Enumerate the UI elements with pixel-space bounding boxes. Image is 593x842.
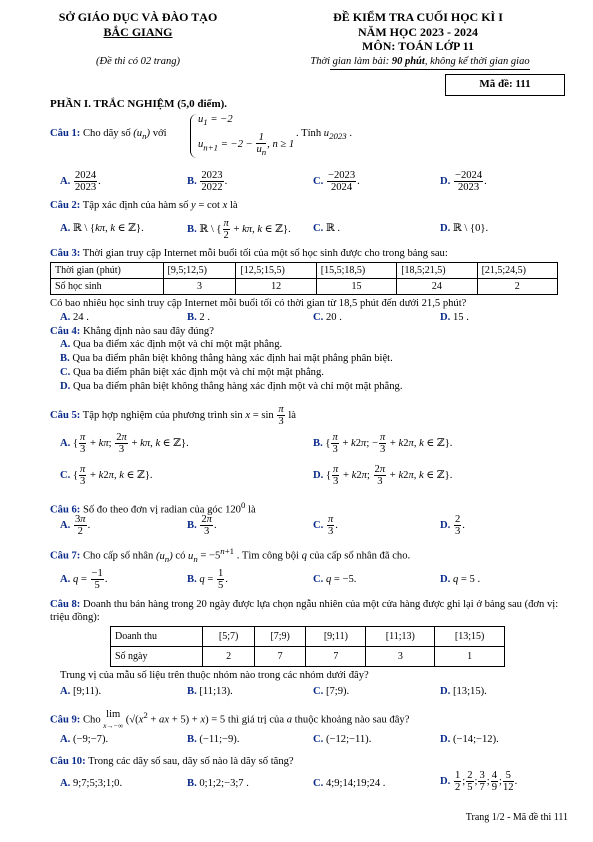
q4-option-a[interactable]: A. Qua ba điểm xác định một và chỉ một mặt phẳng. [60, 339, 283, 350]
q1-tail: . Tính $u_{2023}$ . [296, 128, 353, 142]
table-row [111, 647, 505, 667]
q8-row-cell: Số ngày [111, 647, 203, 667]
q8-header-cell: [13;15) [435, 627, 505, 647]
q1-eq2: $u_{n+1} = -2$ − $\frac{1}{u_n}$ , n ≥ 1 [198, 132, 295, 158]
question-4 [50, 326, 214, 337]
q6-option-b[interactable]: B. $\frac{2\pi}{3}$ . [187, 514, 217, 538]
q3-option-a[interactable]: A. 24 . [60, 312, 89, 323]
q9-option-b[interactable]: B. (−11;−9). [187, 734, 240, 745]
q9-option-c[interactable]: C. (−12;−11). [313, 734, 372, 745]
subject: MÔN: TOÁN LỚP 11 [362, 39, 474, 53]
q3-row-cell: 24 [397, 279, 477, 295]
q9-option-b-text: (−11;−9). [199, 734, 240, 745]
q10-option-c[interactable]: C. 4;9;14;19;24 . [313, 778, 386, 789]
q7-option-c[interactable]: C. q = −5. [313, 574, 357, 585]
q3-header-cell: [15,5;18,5) [316, 263, 396, 279]
exam-title: ĐỀ KIỂM TRA CUỐI HỌC KÌ I [333, 10, 503, 24]
q3-label: Câu 3: [50, 248, 81, 259]
header-rule [330, 69, 530, 70]
q8-option-d[interactable]: D. [13;15). [440, 686, 487, 697]
question-5: Câu 5: Tập hợp nghiệm của phương trình sin x = sin $\frac{\pi}{3}$ là [50, 404, 296, 428]
q1-label: Câu 1: [50, 128, 81, 139]
q8-label: Câu 8: [50, 599, 81, 610]
q4-option-b-text: Qua ba điểm phân biệt không thẳng hàng xác định hai mặt phẳng phân biệt. [72, 353, 393, 364]
q3-option-b[interactable]: B. 2 . [187, 312, 210, 323]
question-8 [50, 598, 570, 624]
q9-option-d-text: (−14;−12). [452, 734, 499, 745]
q3-option-a-text: 24 . [72, 312, 89, 323]
q9-option-d[interactable]: D. (−14;−12). [440, 734, 499, 745]
q9-option-a-text: (−9;−7). [72, 734, 109, 745]
q1-option-c[interactable]: C. $\frac{-2023}{2024}$ . [313, 170, 360, 194]
q3-option-b-text: 2 . [199, 312, 210, 323]
time-suffix: , không kể thời gian giao [424, 56, 530, 67]
q8-header-cell: [7;9) [254, 627, 306, 647]
q8-header-cell: [5;7) [203, 627, 255, 647]
q3-option-c-text: 20 . [325, 312, 342, 323]
time-info [262, 56, 578, 67]
q2-option-d[interactable]: D. ℝ \ {0}. [440, 223, 489, 234]
q8-row-cell: 3 [366, 647, 435, 667]
q6-option-a[interactable]: A. $\frac{3\pi}{2}$ . [60, 514, 91, 538]
table-row [51, 279, 558, 295]
province-name: BẮC GIANG [103, 25, 173, 39]
question-3 [50, 248, 448, 259]
q7-label: Câu 7: [50, 550, 81, 562]
page-count-note: (Đề thi có 02 trang) [96, 56, 180, 67]
q3-row-cell: 15 [316, 279, 396, 295]
q3-header-cell: [21,5;24,5) [477, 263, 557, 279]
q8-option-b[interactable]: B. [11;13). [187, 686, 233, 697]
q8-header-cell: [11;13) [366, 627, 435, 647]
q8-option-a-text: [9;11). [72, 686, 102, 697]
q3-header-cell: [12,5;15,5) [236, 263, 316, 279]
q10-option-b[interactable]: B. 0;1;2;−3;7 . [187, 778, 249, 789]
q8-header-cell: Doanh thu [111, 627, 203, 647]
question-1: Câu 1: Cho dãy số $(u_n)$ với [50, 128, 167, 142]
q8-header-cell: [9;11) [306, 627, 366, 647]
q8-row-cell: 2 [203, 647, 255, 667]
q3-header-cell: [18,5;21,5) [397, 263, 477, 279]
exam-code: Mã đề: 111 [479, 78, 531, 90]
q5-option-a[interactable]: A. { $\frac{\pi}{3}$ + kπ; $\frac{2\pi}{3}$ + kπ, k ∈ ℤ}. [60, 432, 189, 456]
question-9: Câu 9: Cho lim x→−∞ ($√(x^2$ + ax + 5) + x) = 5 thì giá trị của a thuộc khoảng nào sau đây? [50, 709, 410, 730]
q10-option-b-text: 0;1;2;−3;7 . [199, 778, 249, 789]
q3-row-cell: 12 [236, 279, 316, 295]
question-10 [50, 756, 294, 767]
school-year: NĂM HỌC 2023 - 2024 [358, 25, 478, 39]
q1-system-brace [190, 114, 197, 158]
q8-row-cell: 7 [254, 647, 306, 667]
question-6: Câu 6: Số đo theo đơn vị radian của góc $120^0$ là [50, 500, 256, 516]
time-bold: 90 phút [391, 56, 425, 67]
q4-option-c-text: Qua ba điểm phân biệt xác định một và chỉ một mặt phẳng. [72, 367, 324, 378]
q8-option-a[interactable]: A. [9;11). [60, 686, 102, 697]
q8-option-c-text: [7;9). [325, 686, 350, 697]
q7-option-a[interactable]: A. q = $\frac{-1}{5}$ . [60, 568, 108, 592]
q5-option-b[interactable]: B. { $\frac{\pi}{3}$ + k2π; − $\frac{\pi}{3}$ + k2π, k ∈ ℤ}. [313, 432, 453, 456]
q3-row-cell: Số học sinh [51, 279, 164, 295]
q1-eq1: $u_1 = -2$ [198, 114, 233, 128]
page-footer: Trang 1/2 - Mã đề thi 111 [465, 812, 568, 823]
q10-text: Trong các dãy số sau, dãy số nào là dãy số tăng? [88, 756, 294, 767]
section-title: PHẦN I. TRẮC NGHIỆM (5,0 điểm). [50, 98, 228, 110]
q10-label: Câu 10: [50, 756, 86, 767]
q5-option-d[interactable]: D. { $\frac{\pi}{3}$ + k2π; $\frac{2\pi}{3}$ + k2π, k ∈ ℤ}. [313, 464, 453, 488]
q1-option-a[interactable]: A. $\frac{2024}{2023}$ . [60, 170, 101, 194]
q7-option-d[interactable]: D. q = 5 . [440, 574, 481, 585]
q4-option-b[interactable]: B. Qua ba điểm phân biệt không thẳng hàng xác định hai mặt phẳng phân biệt. [60, 353, 393, 364]
q4-option-a-text: Qua ba điểm xác định một và chỉ một mặt phẳng. [72, 339, 283, 350]
table-row [111, 627, 505, 647]
q8-option-d-text: [13;15). [452, 686, 487, 697]
q8-text: Doanh thu bán hàng trong 20 ngày được lựa chọn ngẫu nhiên của một cửa hàng được ghi lại ở bảng sau (đơn vị: triệu đồng): [50, 599, 559, 623]
table-row [51, 263, 558, 279]
q6-label: Câu 6: [50, 504, 81, 516]
q8-row-cell: 1 [435, 647, 505, 667]
q6-option-c[interactable]: C. $\frac{\pi}{3}$ . [313, 514, 338, 538]
q1-option-b[interactable]: B. $\frac{2023}{2022}$ . [187, 170, 228, 194]
q10-option-d[interactable]: D. $\frac{1}{2}$ ; $\frac{2}{5}$ ; $\frac{3}{7}$ ; $\frac{4}{9}$ ; $\frac{5}{12}$ . [440, 770, 518, 794]
q10-option-a-text: 9;7;5;3;1;0. [72, 778, 123, 789]
q2-option-a[interactable]: A. ℝ \ {kπ, k ∈ ℤ}. [60, 223, 144, 234]
q3-header-cell: Thời gian (phút) [51, 263, 164, 279]
q3-header-cell: [9,5;12,5) [163, 263, 236, 279]
q8-question: Trung vị của mẫu số liệu trên thuộc nhóm nào trong các nhóm dưới đây? [60, 670, 369, 681]
question-2: Câu 2: Tập xác định của hàm số y = cot x là [50, 200, 238, 211]
question-7: Câu 7: Cho cấp số nhân $(u_n)$ có $u_n = -5^{n+1}$ . Tìm công bội q của cấp số nhân đã cho. [50, 546, 411, 564]
q4-text: Khẳng định nào sau đây đúng? [82, 326, 214, 337]
q10-option-c-text: 4;9;14;19;24 . [325, 778, 386, 789]
q3-question: Có bao nhiêu học sinh truy cập Internet mỗi buổi tối có thời gian từ 18,5 phút đến dưới 21,5 phút? [50, 298, 467, 309]
q4-option-d-text: Qua ba điểm phân biệt không thẳng hàng xác định một và chỉ một mặt phẳng. [72, 381, 403, 392]
q3-row-cell: 2 [477, 279, 557, 295]
q5-label: Câu 5: [50, 410, 81, 422]
q2-option-b[interactable]: B. ℝ \ { $\frac{\pi}{2}$ + kπ, k ∈ ℤ}. [187, 218, 291, 242]
q4-option-c[interactable]: C. Qua ba điểm phân biệt xác định một và chỉ một mặt phẳng. [60, 367, 324, 378]
q8-option-b-text: [11;13). [199, 686, 233, 697]
time-prefix: Thời gian làm bài: [310, 56, 392, 67]
q3-row-cell: 3 [163, 279, 236, 295]
q1-option-d[interactable]: D. $\frac{-2024}{2023}$ . [440, 170, 487, 194]
q4-option-d[interactable]: D. Qua ba điểm phân biệt không thẳng hàng xác định một và chỉ một mặt phẳng. [60, 381, 403, 392]
dept-name: SỞ GIÁO DỤC VÀ ĐÀO TẠO [58, 10, 218, 24]
q3-text: Thời gian truy cập Internet mỗi buổi tối của một số học sinh được cho trong bảng sau: [82, 248, 448, 259]
q10-option-a[interactable]: A. 9;7;5;3;1;0. [60, 778, 123, 789]
q9-option-c-text: (−12;−11). [325, 734, 372, 745]
q8-option-c[interactable]: C. [7;9). [313, 686, 350, 697]
q2-option-c[interactable]: C. ℝ . [313, 223, 341, 234]
q6-option-d[interactable]: D. $\frac{2}{3}$ . [440, 514, 465, 538]
q8-table [110, 626, 505, 667]
q5-option-c[interactable]: C. { $\frac{\pi}{3}$ + k2π, k ∈ ℤ}. [60, 464, 153, 488]
q9-label: Câu 9: [50, 714, 81, 726]
q3-option-d[interactable]: D. 15 . [440, 312, 469, 323]
q2-label: Câu 2: [50, 200, 81, 211]
q4-label: Câu 4: [50, 326, 81, 337]
q3-option-d-text: 15 . [452, 312, 469, 323]
q3-table [50, 262, 558, 295]
q7-option-b[interactable]: B. q = $\frac{1}{5}$ . [187, 568, 228, 592]
q9-option-a[interactable]: A. (−9;−7). [60, 734, 109, 745]
q3-option-c[interactable]: C. 20 . [313, 312, 342, 323]
q8-row-cell: 7 [306, 647, 366, 667]
